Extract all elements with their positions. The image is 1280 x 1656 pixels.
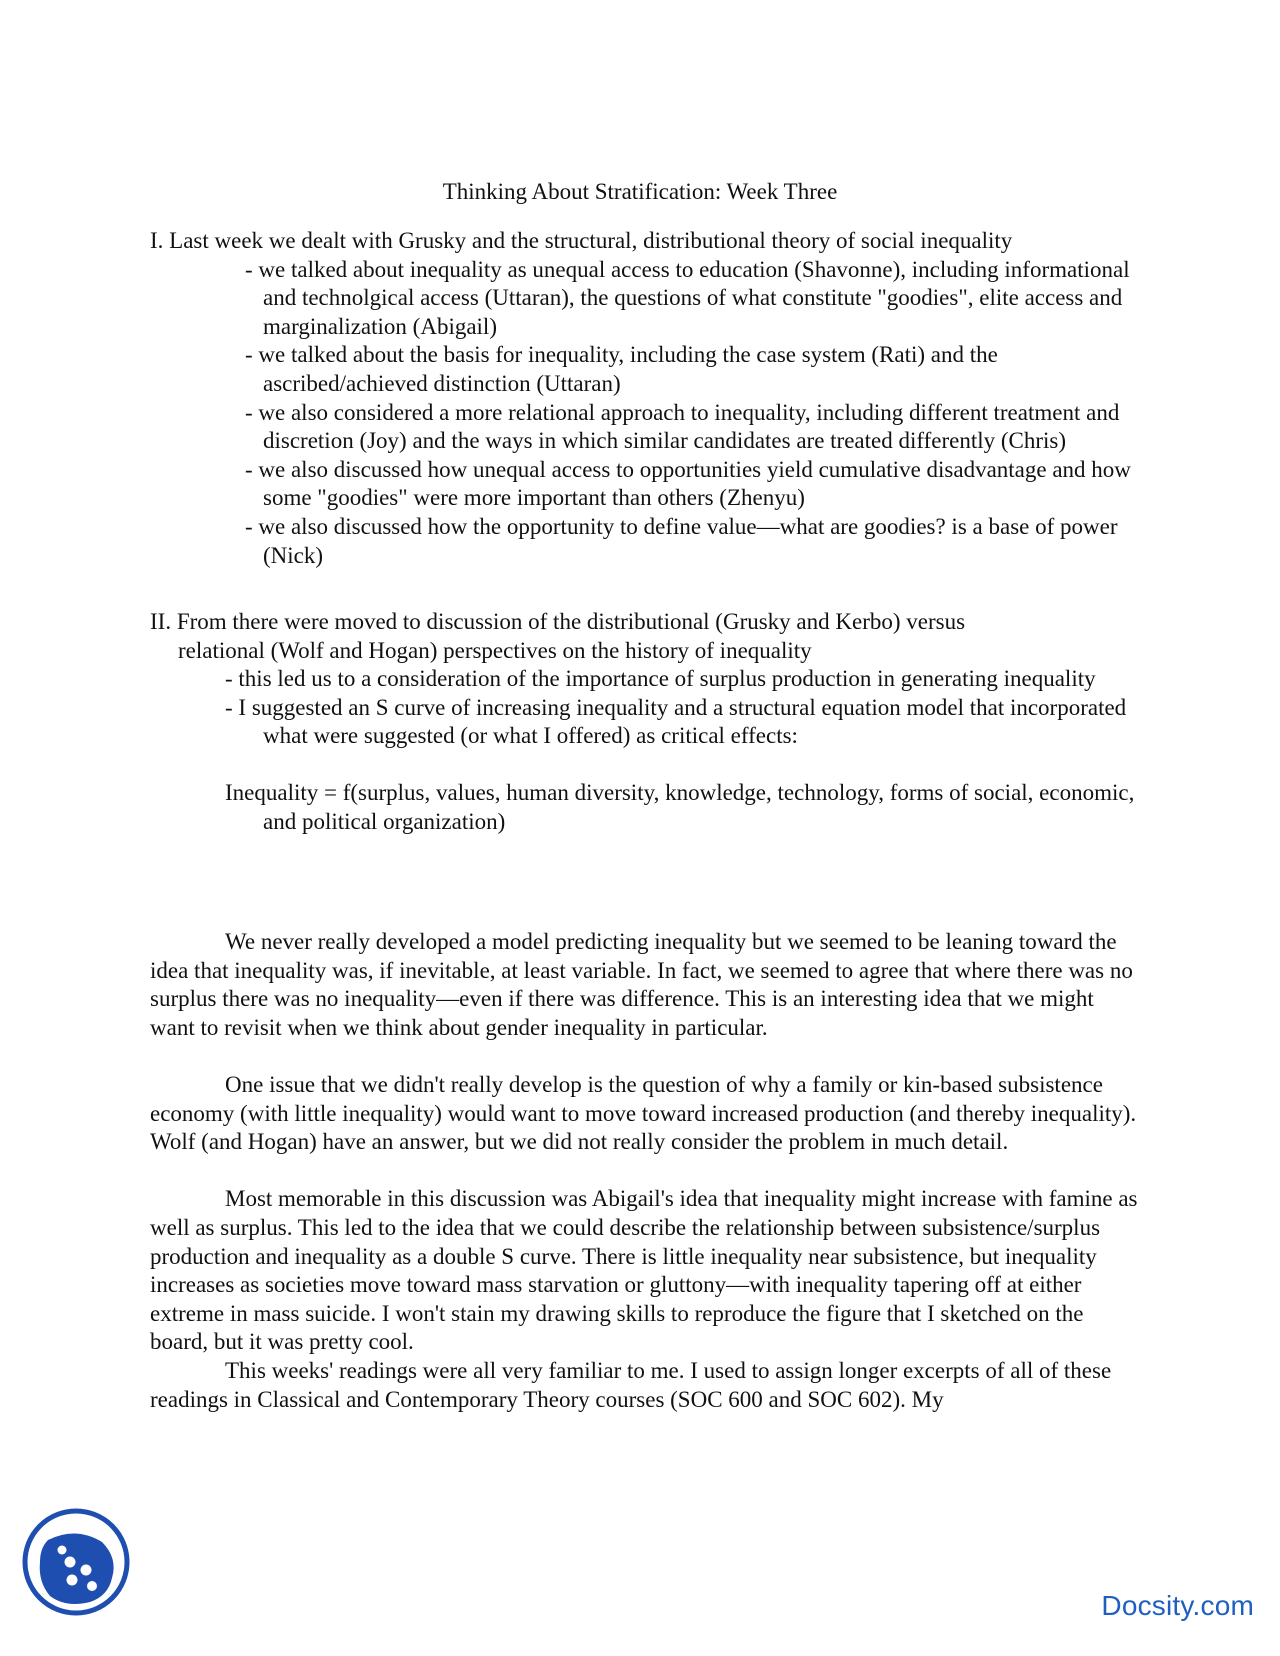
section-1-bullet: - we also discussed how the opportunity to define value—what are goodies? is a base of power (Nick) [245, 513, 1118, 568]
body-paragraph: Most memorable in this discussion was Abigail's idea that inequality might increase with famine as well as surplus. This led to the idea that we could describe the relationship between subsistence/surplus production and inequality as a double S curve. There is little inequality near subsistence, but inequality increases as societies move toward mass starvation or gluttony—with inequality tapering off at either extreme in mass suicide. I won't stain my drawing skills to reproduce the figure that I sketched on the board, but it was pretty cool. [150, 1186, 1138, 1355]
section-2-bullet: - this led us to a consideration of the importance of surplus production in generating inequality [225, 666, 1096, 692]
section-1 [150, 227, 1140, 570]
section-2 [150, 608, 1140, 836]
section-1-bullet: - we also considered a more relational approach to inequality, including different treatment and discretion (Joy) and the ways in which similar candidates are treated differently (Chris) [245, 399, 1120, 454]
page-title: Thinking About Stratification: Week Three [442, 179, 838, 204]
body-paragraph: We never really developed a model predicting inequality but we seemed to be leaning toward the idea that inequality was, if inevitable, at least variable. In fact, we seemed to agree that where there was no surplus there was no inequality—even if there was difference. This is an interesting idea that we might want to revisit when we think about gender inequality in particular. [150, 929, 1133, 1040]
body-paragraph: This weeks' readings were all very familiar to me. I used to assign longer excerpts of all of these readings in Classical and Contemporary Theory courses (SOC 600 and SOC 602). My [150, 1357, 1112, 1412]
body-paragraph: One issue that we didn't really develop is the question of why a family or kin-based subsistence economy (with little inequality) would want to move toward increased production (and thereby inequality). Wolf (and Hogan) have an answer, but we did not really consider the problem in much detail. [150, 1071, 1137, 1155]
section-1-bullet: - we talked about inequality as unequal access to education (Shavonne), including informational and technolgical access (Uttaran), the questions of what constitute "goodies", elite access and marginalization (Abigail) [245, 256, 1130, 339]
section-2-heading-continued: relational (Wolf and Hogan) perspectives on the history of inequality [178, 637, 812, 663]
docsity-logo-icon [20, 1506, 132, 1618]
section-2-bullet: - I suggested an S curve of increasing inequality and a structural equation model that incorporated what were suggested (or what I offered) as critical effects: [225, 694, 1127, 749]
body-paragraphs [150, 928, 1140, 1414]
docsity-brand-link[interactable]: Docsity.com [1101, 1590, 1254, 1621]
section-1-bullet: - we talked about the basis for inequality, including the case system (Rati) and the ascribed/achieved distinction (Uttaran) [245, 342, 998, 396]
section-1-bullet: - we also discussed how unequal access to opportunities yield cumulative disadvantage and how some "goodies" were more important than others (Zhenyu) [245, 456, 1131, 511]
section-2-heading: II. From there were moved to discussion of the distributional (Grusky and Kerbo) versus [150, 609, 966, 634]
section-1-heading: I. Last week we dealt with Grusky and the structural, distributional theory of social inequality [150, 228, 1013, 253]
inequality-equation: Inequality = f(surplus, values, human diversity, knowledge, technology, forms of social, economic, and political organization) [225, 779, 1135, 834]
